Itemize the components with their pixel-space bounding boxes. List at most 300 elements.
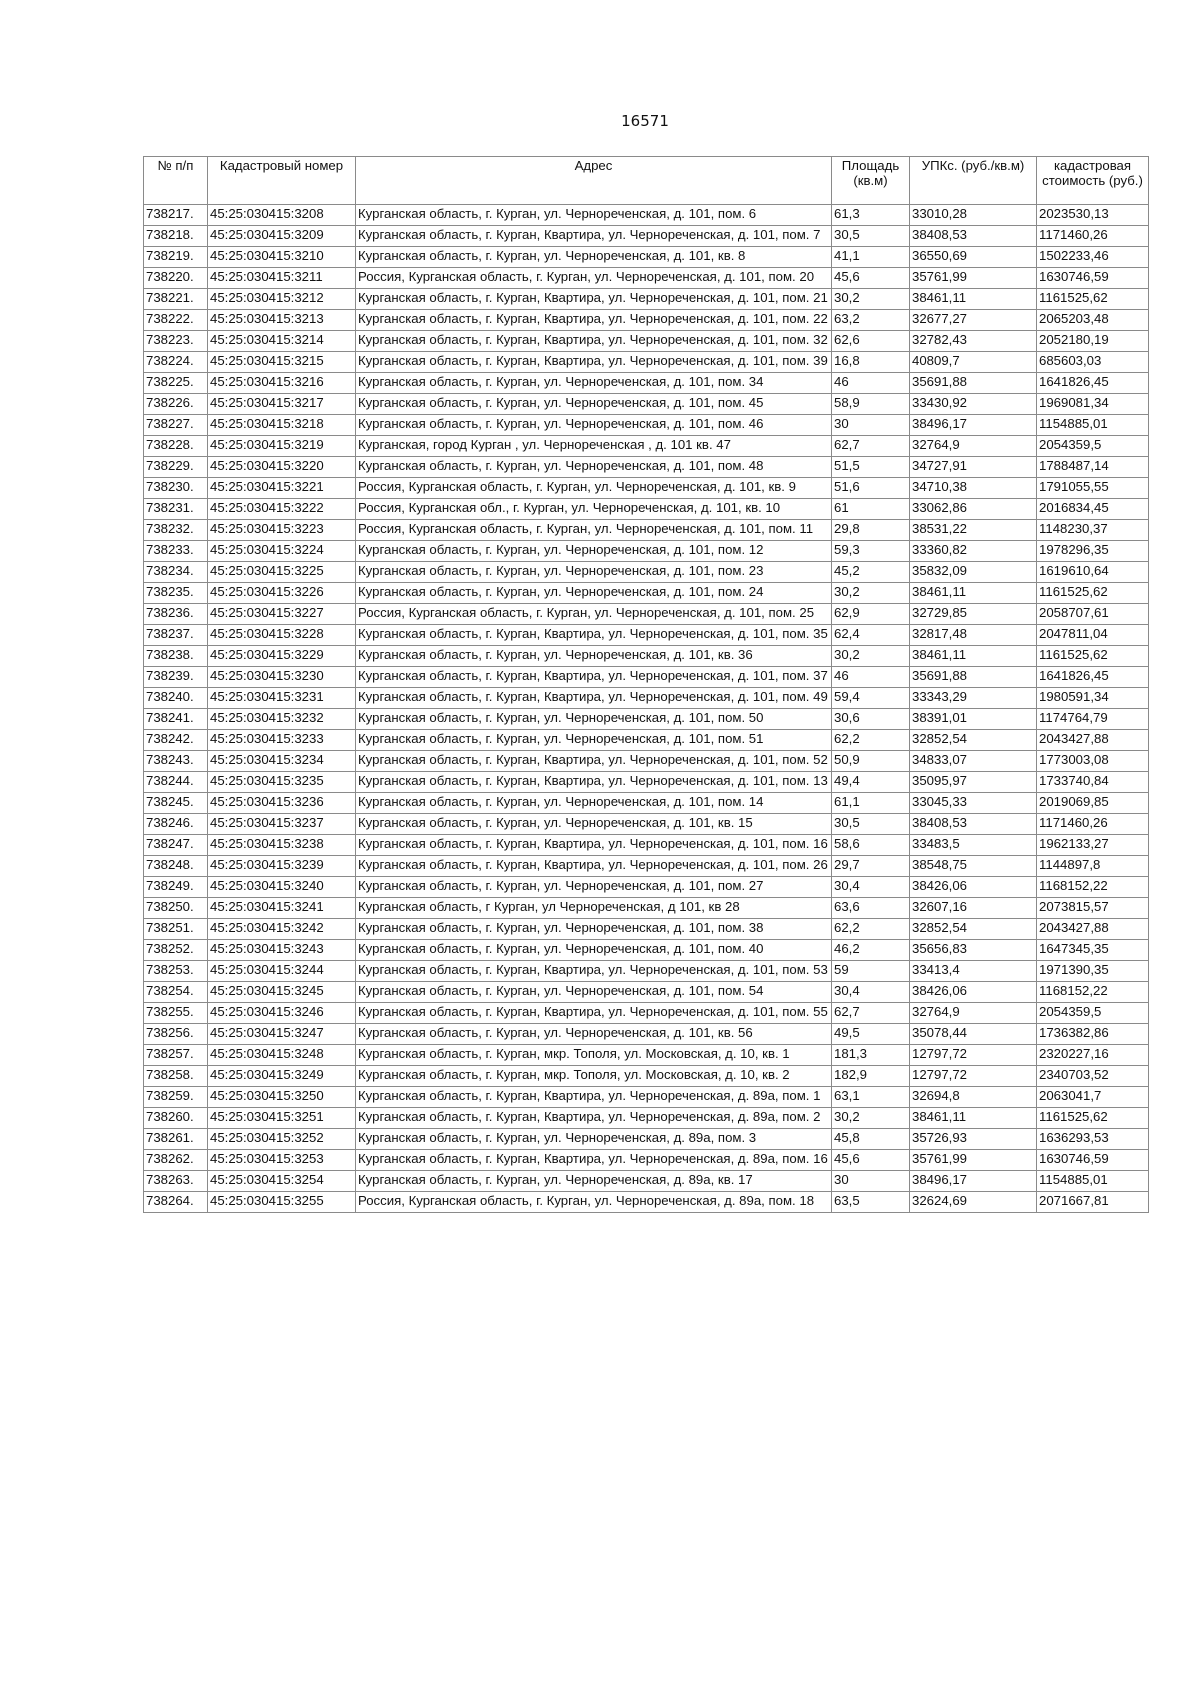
cell-area: 62,2	[832, 919, 910, 940]
cell-upks: 34727,91	[910, 457, 1037, 478]
cell-upks: 38531,22	[910, 520, 1037, 541]
table-row	[144, 1150, 1149, 1171]
cell-upks: 38496,17	[910, 415, 1037, 436]
cell-cadastral-cost: 2054359,5	[1037, 436, 1149, 457]
cell-cadastral-cost: 1154885,01	[1037, 415, 1149, 436]
cell-row-number: 738238.	[144, 646, 208, 667]
cell-area: 30,2	[832, 1108, 910, 1129]
cell-cadastral-number: 45:25:030415:3248	[208, 1045, 356, 1066]
cell-upks: 38391,01	[910, 709, 1037, 730]
cell-row-number: 738264.	[144, 1192, 208, 1213]
cell-cadastral-cost: 2071667,81	[1037, 1192, 1149, 1213]
cell-cadastral-cost: 1978296,35	[1037, 541, 1149, 562]
cell-address: Курганская область, г. Курган, Квартира, ул. Черноречeнская, д. 89а, пом. 1	[356, 1087, 832, 1108]
header-cadastral-cost: кадастровая стоимость (руб.)	[1037, 157, 1149, 205]
table-row	[144, 646, 1149, 667]
cell-cadastral-number: 45:25:030415:3213	[208, 310, 356, 331]
cell-cadastral-number: 45:25:030415:3212	[208, 289, 356, 310]
cell-row-number: 738242.	[144, 730, 208, 751]
cell-cadastral-number: 45:25:030415:3247	[208, 1024, 356, 1045]
cell-cadastral-cost: 2063041,7	[1037, 1087, 1149, 1108]
cell-cadastral-number: 45:25:030415:3243	[208, 940, 356, 961]
cell-cadastral-number: 45:25:030415:3231	[208, 688, 356, 709]
cell-upks: 32852,54	[910, 730, 1037, 751]
cell-upks: 38496,17	[910, 1171, 1037, 1192]
cell-upks: 33360,82	[910, 541, 1037, 562]
cell-address: Курганская область, г. Курган, ул. Черноречeнская, д. 101, пом. 40	[356, 940, 832, 961]
cell-cadastral-cost: 1161525,62	[1037, 289, 1149, 310]
cell-address: Россия, Курганская область, г. Курган, ул. Черноречeнская, д. 101, кв. 9	[356, 478, 832, 499]
cell-address: Курганская область, г. Курган, ул. Черноречeнская, д. 101, кв. 8	[356, 247, 832, 268]
cell-row-number: 738228.	[144, 436, 208, 457]
cell-cadastral-number: 45:25:030415:3220	[208, 457, 356, 478]
cell-cadastral-number: 45:25:030415:3250	[208, 1087, 356, 1108]
table-row	[144, 583, 1149, 604]
cell-row-number: 738263.	[144, 1171, 208, 1192]
cell-address: Курганская область, г. Курган, Квартира, ул. Черноречeнская, д. 101, пом. 35	[356, 625, 832, 646]
cell-address: Россия, Курганская область, г. Курган, ул. Черноречeнская, д. 101, пом. 25	[356, 604, 832, 625]
cell-cadastral-cost: 2058707,61	[1037, 604, 1149, 625]
cell-cadastral-number: 45:25:030415:3222	[208, 499, 356, 520]
cell-upks: 38461,11	[910, 646, 1037, 667]
cell-cadastral-number: 45:25:030415:3242	[208, 919, 356, 940]
cell-cadastral-cost: 1144897,8	[1037, 856, 1149, 877]
cell-row-number: 738232.	[144, 520, 208, 541]
cell-cadastral-number: 45:25:030415:3245	[208, 982, 356, 1003]
cell-cadastral-cost: 1788487,14	[1037, 457, 1149, 478]
cell-row-number: 738241.	[144, 709, 208, 730]
table-body	[144, 205, 1149, 1213]
cell-cadastral-number: 45:25:030415:3215	[208, 352, 356, 373]
cell-upks: 35761,99	[910, 1150, 1037, 1171]
cell-cadastral-number: 45:25:030415:3236	[208, 793, 356, 814]
cell-row-number: 738262.	[144, 1150, 208, 1171]
cell-row-number: 738258.	[144, 1066, 208, 1087]
cell-row-number: 738253.	[144, 961, 208, 982]
cell-upks: 32782,43	[910, 331, 1037, 352]
cell-cadastral-number: 45:25:030415:3228	[208, 625, 356, 646]
cell-area: 63,1	[832, 1087, 910, 1108]
cell-row-number: 738247.	[144, 835, 208, 856]
cell-address: Россия, Курганская область, г. Курган, ул. Черноречeнская, д. 101, пом. 11	[356, 520, 832, 541]
cell-address: Курганская область, г. Курган, Квартира, ул. Черноречeнская, д. 101, пом. 22	[356, 310, 832, 331]
cell-row-number: 738248.	[144, 856, 208, 877]
cell-cadastral-number: 45:25:030415:3255	[208, 1192, 356, 1213]
cell-row-number: 738223.	[144, 331, 208, 352]
cell-cadastral-number: 45:25:030415:3232	[208, 709, 356, 730]
cell-area: 59,3	[832, 541, 910, 562]
cell-area: 46	[832, 667, 910, 688]
cell-address: Курганская область, г. Курган, Квартира, ул. Черноречeнская, д. 101, пом. 26	[356, 856, 832, 877]
cell-area: 29,7	[832, 856, 910, 877]
cell-upks: 38426,06	[910, 982, 1037, 1003]
cell-row-number: 738256.	[144, 1024, 208, 1045]
cell-upks: 34710,38	[910, 478, 1037, 499]
cell-address: Курганская область, г. Курган, ул. Черноречeнская, д. 101, кв. 36	[356, 646, 832, 667]
cell-area: 62,9	[832, 604, 910, 625]
cell-cadastral-number: 45:25:030415:3229	[208, 646, 356, 667]
cell-cadastral-cost: 2065203,48	[1037, 310, 1149, 331]
cell-area: 62,4	[832, 625, 910, 646]
cell-area: 49,4	[832, 772, 910, 793]
cell-row-number: 738251.	[144, 919, 208, 940]
cell-area: 30	[832, 1171, 910, 1192]
table-row	[144, 793, 1149, 814]
cell-row-number: 738229.	[144, 457, 208, 478]
table-row	[144, 268, 1149, 289]
cell-address: Курганская, город Курган , ул. Черноречeнская , д. 101 кв. 47	[356, 436, 832, 457]
cell-area: 63,5	[832, 1192, 910, 1213]
cell-cadastral-number: 45:25:030415:3227	[208, 604, 356, 625]
cell-upks: 38461,11	[910, 1108, 1037, 1129]
table-row	[144, 961, 1149, 982]
header-area: Площадь (кв.м)	[832, 157, 910, 205]
cell-address: Курганская область, г. Курган, мкр. Тополя, ул. Московская, д. 10, кв. 1	[356, 1045, 832, 1066]
cell-address: Курганская область, г. Курган, Квартира, ул. Черноречeнская, д. 101, пом. 55	[356, 1003, 832, 1024]
cell-cadastral-cost: 1630746,59	[1037, 1150, 1149, 1171]
cell-cadastral-number: 45:25:030415:3246	[208, 1003, 356, 1024]
cell-upks: 32677,27	[910, 310, 1037, 331]
cell-cadastral-number: 45:25:030415:3209	[208, 226, 356, 247]
cell-area: 30,6	[832, 709, 910, 730]
table-row	[144, 394, 1149, 415]
cell-cadastral-number: 45:25:030415:3252	[208, 1129, 356, 1150]
cell-address: Курганская область, г. Курган, ул. Черноречeнская, д. 89а, кв. 17	[356, 1171, 832, 1192]
cell-row-number: 738224.	[144, 352, 208, 373]
cell-address: Курганская область, г. Курган, Квартира, ул. Черноречeнская, д. 101, пом. 49	[356, 688, 832, 709]
cell-upks: 35832,09	[910, 562, 1037, 583]
cell-address: Курганская область, г. Курган, ул. Черноречeнская, д. 89а, пом. 3	[356, 1129, 832, 1150]
header-cadastral-number: Кадастровый номер	[208, 157, 356, 205]
cell-area: 16,8	[832, 352, 910, 373]
cadastral-table	[143, 156, 1149, 1213]
table-row	[144, 919, 1149, 940]
table-row	[144, 289, 1149, 310]
cell-row-number: 738250.	[144, 898, 208, 919]
cell-cadastral-number: 45:25:030415:3225	[208, 562, 356, 583]
table-header	[144, 157, 1149, 205]
cell-address: Курганская область, г. Курган, Квартира, ул. Черноречeнская, д. 89а, пом. 2	[356, 1108, 832, 1129]
cell-upks: 33343,29	[910, 688, 1037, 709]
cell-address: Курганская область, г. Курган, ул. Черноречeнская, д. 101, пом. 54	[356, 982, 832, 1003]
cell-cadastral-number: 45:25:030415:3241	[208, 898, 356, 919]
table-row	[144, 835, 1149, 856]
cell-area: 46,2	[832, 940, 910, 961]
cell-upks: 35656,83	[910, 940, 1037, 961]
cell-address: Курганская область, г. Курган, мкр. Тополя, ул. Московская, д. 10, кв. 2	[356, 1066, 832, 1087]
cell-upks: 36550,69	[910, 247, 1037, 268]
table-row	[144, 877, 1149, 898]
cell-cadastral-number: 45:25:030415:3230	[208, 667, 356, 688]
cell-upks: 33045,33	[910, 793, 1037, 814]
table-row	[144, 982, 1149, 1003]
table-row	[144, 478, 1149, 499]
cell-cadastral-cost: 2073815,57	[1037, 898, 1149, 919]
cell-upks: 35691,88	[910, 667, 1037, 688]
cell-cadastral-cost: 2340703,52	[1037, 1066, 1149, 1087]
cell-upks: 32694,8	[910, 1087, 1037, 1108]
cell-area: 30,4	[832, 877, 910, 898]
cell-row-number: 738235.	[144, 583, 208, 604]
cell-area: 50,9	[832, 751, 910, 772]
header-row	[144, 157, 1149, 205]
cell-address: Курганская область, г. Курган, Квартира, ул. Черноречeнская, д. 101, пом. 52	[356, 751, 832, 772]
cell-area: 45,6	[832, 268, 910, 289]
header-upks: УПКс. (руб./кв.м)	[910, 157, 1037, 205]
table-row	[144, 667, 1149, 688]
table-row	[144, 205, 1149, 226]
table-row	[144, 1171, 1149, 1192]
cell-upks: 38408,53	[910, 226, 1037, 247]
cell-address: Курганская область, г. Курган, ул. Черноречeнская, д. 101, кв. 15	[356, 814, 832, 835]
cell-address: Курганская область, г. Курган, ул. Черноречeнская, д. 101, пом. 12	[356, 541, 832, 562]
cell-address: Курганская область, г. Курган, ул. Черноречeнская, д. 101, пом. 51	[356, 730, 832, 751]
cell-cadastral-number: 45:25:030415:3211	[208, 268, 356, 289]
cell-row-number: 738230.	[144, 478, 208, 499]
cell-cadastral-cost: 1636293,53	[1037, 1129, 1149, 1150]
cell-row-number: 738231.	[144, 499, 208, 520]
table-row	[144, 898, 1149, 919]
cell-row-number: 738233.	[144, 541, 208, 562]
cell-cadastral-cost: 1148230,37	[1037, 520, 1149, 541]
cell-cadastral-number: 45:25:030415:3254	[208, 1171, 356, 1192]
cell-row-number: 738261.	[144, 1129, 208, 1150]
table-row	[144, 1192, 1149, 1213]
cell-upks: 32764,9	[910, 1003, 1037, 1024]
cell-row-number: 738246.	[144, 814, 208, 835]
cell-row-number: 738254.	[144, 982, 208, 1003]
cell-area: 30,2	[832, 583, 910, 604]
cell-upks: 35691,88	[910, 373, 1037, 394]
cell-cadastral-number: 45:25:030415:3233	[208, 730, 356, 751]
cell-cadastral-cost: 1980591,34	[1037, 688, 1149, 709]
table-row	[144, 1087, 1149, 1108]
cell-upks: 38461,11	[910, 583, 1037, 604]
cell-address: Курганская область, г. Курган, ул. Черноречeнская, д. 101, пом. 50	[356, 709, 832, 730]
cell-cadastral-cost: 2052180,19	[1037, 331, 1149, 352]
cell-row-number: 738221.	[144, 289, 208, 310]
cell-cadastral-cost: 1773003,08	[1037, 751, 1149, 772]
cell-row-number: 738257.	[144, 1045, 208, 1066]
cell-upks: 40809,7	[910, 352, 1037, 373]
cell-cadastral-cost: 1171460,26	[1037, 814, 1149, 835]
cell-cadastral-number: 45:25:030415:3253	[208, 1150, 356, 1171]
cell-area: 181,3	[832, 1045, 910, 1066]
cell-address: Курганская область, г. Курган, ул. Черноречeнская, д. 101, пом. 23	[356, 562, 832, 583]
cell-address: Россия, Курганская область, г. Курган, ул. Черноречeнская, д. 101, пом. 20	[356, 268, 832, 289]
table-row	[144, 1066, 1149, 1087]
cell-area: 45,8	[832, 1129, 910, 1150]
cell-cadastral-number: 45:25:030415:3237	[208, 814, 356, 835]
cell-area: 41,1	[832, 247, 910, 268]
cell-cadastral-cost: 1502233,46	[1037, 247, 1149, 268]
cell-upks: 12797,72	[910, 1045, 1037, 1066]
cell-cadastral-cost: 2019069,85	[1037, 793, 1149, 814]
cell-address: Россия, Курганская обл., г. Курган, ул. Черноречeнская, д. 101, кв. 10	[356, 499, 832, 520]
cell-area: 61,3	[832, 205, 910, 226]
cell-row-number: 738237.	[144, 625, 208, 646]
cell-address: Курганская область, г Курган, ул Черноречeнская, д 101, кв 28	[356, 898, 832, 919]
header-address: Адрес	[356, 157, 832, 205]
cell-cadastral-number: 45:25:030415:3218	[208, 415, 356, 436]
table-row	[144, 625, 1149, 646]
cell-cadastral-number: 45:25:030415:3226	[208, 583, 356, 604]
cell-area: 30,5	[832, 226, 910, 247]
cell-cadastral-cost: 2043427,88	[1037, 919, 1149, 940]
cell-upks: 32624,69	[910, 1192, 1037, 1213]
cell-row-number: 738234.	[144, 562, 208, 583]
cell-row-number: 738243.	[144, 751, 208, 772]
cell-cadastral-cost: 1962133,27	[1037, 835, 1149, 856]
cell-area: 63,2	[832, 310, 910, 331]
cell-upks: 38426,06	[910, 877, 1037, 898]
cell-cadastral-cost: 1619610,64	[1037, 562, 1149, 583]
cell-cadastral-cost: 1161525,62	[1037, 583, 1149, 604]
cell-row-number: 738244.	[144, 772, 208, 793]
cell-cadastral-cost: 1971390,35	[1037, 961, 1149, 982]
cell-row-number: 738222.	[144, 310, 208, 331]
cell-cadastral-cost: 2320227,16	[1037, 1045, 1149, 1066]
table-row	[144, 247, 1149, 268]
cell-row-number: 738226.	[144, 394, 208, 415]
cell-address: Курганская область, г. Курган, ул. Черноречeнская, д. 101, кв. 56	[356, 1024, 832, 1045]
cell-upks: 32729,85	[910, 604, 1037, 625]
cell-row-number: 738225.	[144, 373, 208, 394]
cell-area: 58,9	[832, 394, 910, 415]
table-row	[144, 310, 1149, 331]
cell-address: Курганская область, г. Курган, ул. Черноречeнская, д. 101, пом. 34	[356, 373, 832, 394]
cell-cadastral-cost: 1969081,34	[1037, 394, 1149, 415]
cell-address: Курганская область, г. Курган, ул. Черноречeнская, д. 101, пом. 6	[356, 205, 832, 226]
cell-cadastral-number: 45:25:030415:3217	[208, 394, 356, 415]
cell-address: Курганская область, г. Курган, ул. Черноречeнская, д. 101, пом. 45	[356, 394, 832, 415]
cell-cadastral-number: 45:25:030415:3223	[208, 520, 356, 541]
cell-upks: 32764,9	[910, 436, 1037, 457]
cell-cadastral-cost: 685603,03	[1037, 352, 1149, 373]
cell-cadastral-number: 45:25:030415:3234	[208, 751, 356, 772]
cell-area: 51,6	[832, 478, 910, 499]
table-row	[144, 436, 1149, 457]
cell-cadastral-cost: 2043427,88	[1037, 730, 1149, 751]
cell-area: 45,2	[832, 562, 910, 583]
cell-cadastral-number: 45:25:030415:3244	[208, 961, 356, 982]
cell-address: Курганская область, г. Курган, ул. Черноречeнская, д. 101, пом. 46	[356, 415, 832, 436]
cell-area: 30,5	[832, 814, 910, 835]
cell-address: Россия, Курганская область, г. Курган, ул. Черноречeнская, д. 89а, пом. 18	[356, 1192, 832, 1213]
cell-upks: 33483,5	[910, 835, 1037, 856]
cell-area: 29,8	[832, 520, 910, 541]
cell-upks: 35726,93	[910, 1129, 1037, 1150]
cell-address: Курганская область, г. Курган, Квартира, ул. Черноречeнская, д. 101, пом. 7	[356, 226, 832, 247]
table-row	[144, 520, 1149, 541]
page-number: 16571	[621, 112, 669, 130]
cell-upks: 32817,48	[910, 625, 1037, 646]
cell-cadastral-cost: 1168152,22	[1037, 982, 1149, 1003]
table-row	[144, 751, 1149, 772]
table-row	[144, 373, 1149, 394]
table-row	[144, 940, 1149, 961]
cell-address: Курганская область, г. Курган, Квартира, ул. Черноречeнская, д. 89а, пом. 16	[356, 1150, 832, 1171]
cell-cadastral-cost: 2016834,45	[1037, 499, 1149, 520]
cell-cadastral-cost: 1154885,01	[1037, 1171, 1149, 1192]
cell-area: 30,2	[832, 289, 910, 310]
cell-cadastral-number: 45:25:030415:3235	[208, 772, 356, 793]
cell-area: 63,6	[832, 898, 910, 919]
table-row	[144, 352, 1149, 373]
cell-upks: 35761,99	[910, 268, 1037, 289]
table-row	[144, 226, 1149, 247]
cell-cadastral-cost: 1641826,45	[1037, 373, 1149, 394]
cell-address: Курганская область, г. Курган, Квартира, ул. Черноречeнская, д. 101, пом. 37	[356, 667, 832, 688]
cell-row-number: 738236.	[144, 604, 208, 625]
cell-cadastral-cost: 1168152,22	[1037, 877, 1149, 898]
cell-cadastral-number: 45:25:030415:3216	[208, 373, 356, 394]
cell-upks: 32852,54	[910, 919, 1037, 940]
cell-row-number: 738252.	[144, 940, 208, 961]
cell-row-number: 738245.	[144, 793, 208, 814]
table-row	[144, 499, 1149, 520]
cell-cadastral-number: 45:25:030415:3249	[208, 1066, 356, 1087]
table-row	[144, 541, 1149, 562]
cell-cadastral-number: 45:25:030415:3210	[208, 247, 356, 268]
cell-area: 61	[832, 499, 910, 520]
cell-area: 30	[832, 415, 910, 436]
cell-upks: 38408,53	[910, 814, 1037, 835]
cell-area: 51,5	[832, 457, 910, 478]
cell-upks: 33010,28	[910, 205, 1037, 226]
cell-cadastral-cost: 2054359,5	[1037, 1003, 1149, 1024]
table-row	[144, 856, 1149, 877]
cell-cadastral-cost: 1171460,26	[1037, 226, 1149, 247]
cell-cadastral-cost: 1647345,35	[1037, 940, 1149, 961]
table-row	[144, 1024, 1149, 1045]
cell-area: 62,7	[832, 436, 910, 457]
cell-area: 59,4	[832, 688, 910, 709]
header-number: № п/п	[144, 157, 208, 205]
cell-row-number: 738255.	[144, 1003, 208, 1024]
cell-address: Курганская область, г. Курган, Квартира, ул. Черноречeнская, д. 101, пом. 21	[356, 289, 832, 310]
cell-cadastral-cost: 1174764,79	[1037, 709, 1149, 730]
cell-upks: 33062,86	[910, 499, 1037, 520]
cell-row-number: 738239.	[144, 667, 208, 688]
cell-upks: 33413,4	[910, 961, 1037, 982]
table-row	[144, 604, 1149, 625]
cell-address: Курганская область, г. Курган, Квартира, ул. Черноречeнская, д. 101, пом. 32	[356, 331, 832, 352]
table-row	[144, 1003, 1149, 1024]
cell-row-number: 738260.	[144, 1108, 208, 1129]
cell-cadastral-number: 45:25:030415:3208	[208, 205, 356, 226]
cell-upks: 38548,75	[910, 856, 1037, 877]
cell-area: 59	[832, 961, 910, 982]
cell-row-number: 738219.	[144, 247, 208, 268]
table-row	[144, 772, 1149, 793]
cell-cadastral-number: 45:25:030415:3219	[208, 436, 356, 457]
cell-row-number: 738218.	[144, 226, 208, 247]
cell-area: 30,4	[832, 982, 910, 1003]
cell-address: Курганская область, г. Курган, Квартира, ул. Черноречeнская, д. 101, пом. 39	[356, 352, 832, 373]
cell-row-number: 738259.	[144, 1087, 208, 1108]
cell-address: Курганская область, г. Курган, ул. Черноречeнская, д. 101, пом. 48	[356, 457, 832, 478]
cell-cadastral-cost: 1161525,62	[1037, 646, 1149, 667]
cell-address: Курганская область, г. Курган, ул. Черноречeнская, д. 101, пом. 24	[356, 583, 832, 604]
cell-area: 62,7	[832, 1003, 910, 1024]
cell-address: Курганская область, г. Курган, Квартира, ул. Черноречeнская, д. 101, пом. 13	[356, 772, 832, 793]
cell-row-number: 738249.	[144, 877, 208, 898]
cell-cadastral-cost: 1641826,45	[1037, 667, 1149, 688]
cell-cadastral-number: 45:25:030415:3238	[208, 835, 356, 856]
cell-upks: 38461,11	[910, 289, 1037, 310]
cell-upks: 32607,16	[910, 898, 1037, 919]
